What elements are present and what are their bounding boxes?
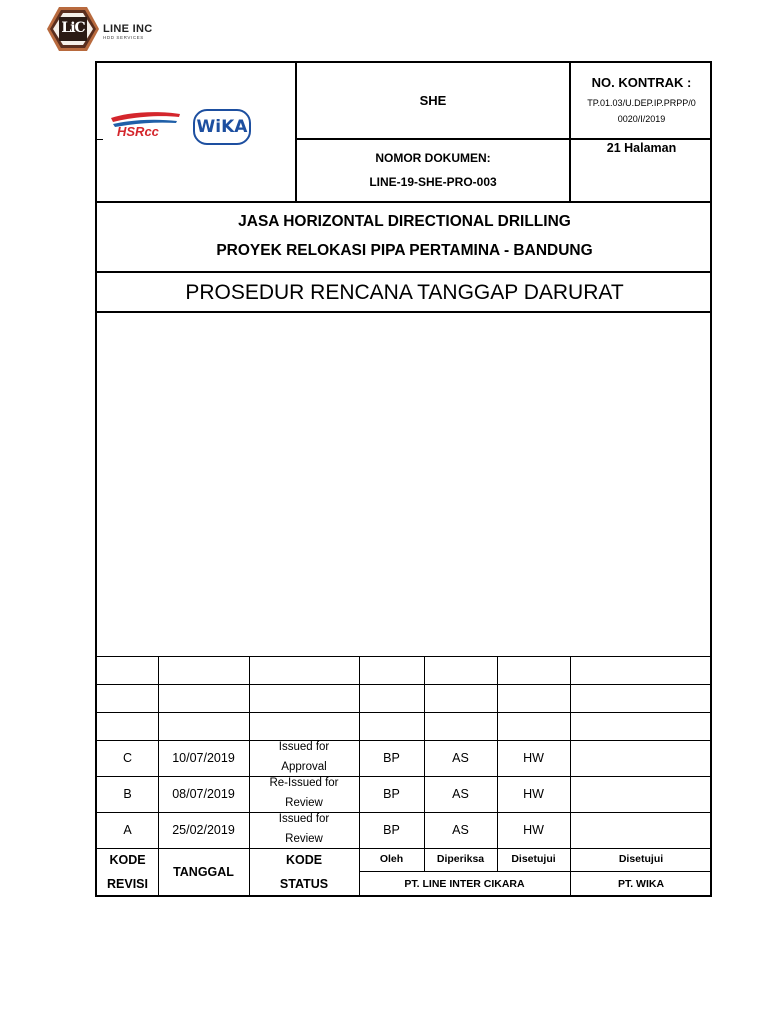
- department-label: SHE: [419, 93, 447, 108]
- rev-status-line1: Re-Issued for: [269, 777, 339, 789]
- wika-logo: [193, 109, 251, 145]
- wika-logo-text: WiKA: [196, 117, 248, 137]
- rev-disetujui: HW: [523, 751, 544, 765]
- footer-wika: PT. WIKA: [617, 878, 665, 890]
- rev-status-line2: Approval: [281, 761, 327, 773]
- header-left-tick: [97, 139, 103, 140]
- rev-col-line: [158, 656, 159, 897]
- contract-number-line2: 0020/I/2019: [617, 114, 666, 124]
- rev-line: [97, 740, 712, 741]
- company-logo: [46, 6, 186, 52]
- document-frame: [95, 61, 712, 897]
- rev-disetujui: HW: [523, 823, 544, 837]
- rev-diperiksa: AS: [452, 751, 469, 765]
- hsr-logo-text: HSRcc: [117, 124, 159, 139]
- footer-disetujui-wika: Disetujui: [618, 853, 664, 865]
- footer-disetujui: Disetujui: [511, 853, 556, 865]
- rev-line: [97, 848, 712, 849]
- rev-line: [97, 712, 712, 713]
- footer-oleh: Oleh: [379, 853, 404, 865]
- document-title: PROSEDUR RENCANA TANGGAP DARURAT: [185, 281, 624, 304]
- rev-line: [97, 812, 712, 813]
- footer-kode: KODE: [109, 853, 146, 867]
- company-tagline: HDD SERVICES: [103, 35, 144, 40]
- footer-revisi: REVISI: [107, 877, 148, 891]
- rev-line: [97, 656, 712, 657]
- rev-oleh: BP: [383, 751, 400, 765]
- rev-oleh: BP: [383, 787, 400, 801]
- hsr-logo: [107, 109, 183, 143]
- doc-number-label: NOMOR DOKUMEN:: [375, 151, 491, 165]
- rev-code: A: [123, 823, 132, 837]
- rev-status-line2: Review: [285, 833, 323, 845]
- rev-status-line1: Issued for: [278, 741, 330, 753]
- logo-letters: LiC: [61, 20, 85, 36]
- rev-diperiksa: AS: [452, 787, 469, 801]
- company-name: LINE INC: [103, 23, 153, 35]
- footer-kode-status-1: KODE: [285, 853, 323, 867]
- rev-code: B: [123, 787, 132, 801]
- rev-date: 25/02/2019: [172, 823, 235, 837]
- rev-line: [97, 776, 712, 777]
- rev-code: C: [122, 751, 133, 765]
- footer-tanggal: TANGGAL: [173, 865, 234, 879]
- contract-number-line1: TP.01.03/U.DEP.IP.PRPP/0: [587, 98, 696, 108]
- title-bottom-line: [97, 311, 712, 313]
- rev-diperiksa: AS: [452, 823, 469, 837]
- project-bottom-line: [97, 271, 712, 273]
- doc-number: LINE-19-SHE-PRO-003: [369, 175, 497, 189]
- rev-status-line1: Issued for: [278, 813, 330, 825]
- rev-disetujui: HW: [523, 787, 544, 801]
- header-right-mid-line: [569, 138, 712, 140]
- rev-status-line2: Review: [285, 797, 323, 809]
- rev-line: [97, 684, 712, 685]
- footer-company: PT. LINE INTER CIKARA: [404, 878, 525, 890]
- footer-kode-status-2: STATUS: [279, 877, 329, 891]
- header-bottom-line: [97, 201, 712, 203]
- project-line-1: JASA HORIZONTAL DIRECTIONAL DRILLING: [238, 213, 571, 230]
- rev-line: [359, 871, 712, 872]
- project-line-2: PROYEK RELOKASI PIPA PERTAMINA - BANDUNG: [216, 242, 593, 259]
- footer-diperiksa: Diperiksa: [436, 853, 485, 865]
- header-mid-line: [295, 138, 571, 140]
- rev-oleh: BP: [383, 823, 400, 837]
- rev-date: 08/07/2019: [172, 787, 235, 801]
- page-count: 21 Halaman: [606, 141, 677, 155]
- rev-date: 10/07/2019: [172, 751, 235, 765]
- contract-label: NO. KONTRAK :: [591, 75, 692, 90]
